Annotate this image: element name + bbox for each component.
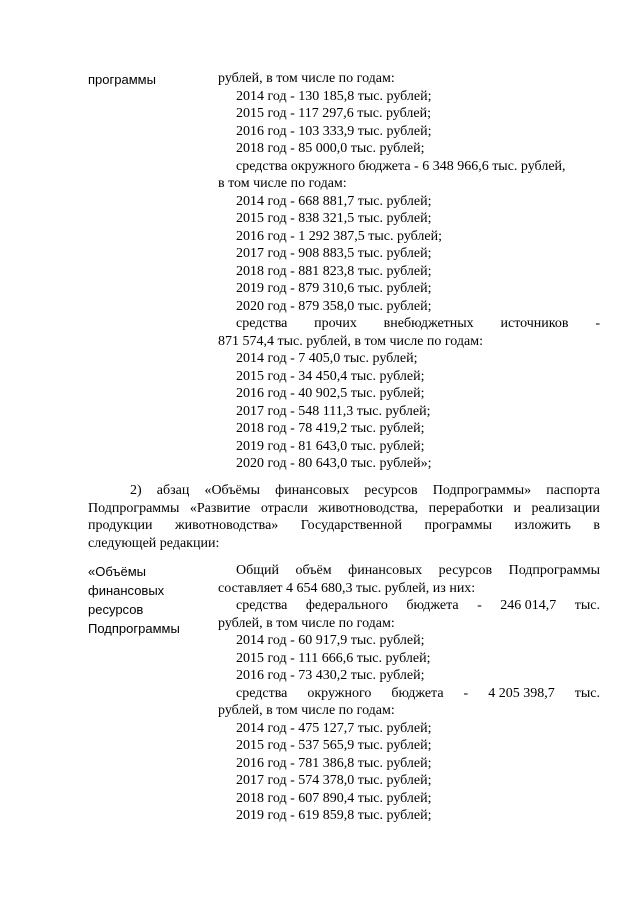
year-line: 2019 год - 879 310,6 тыс. рублей; [236, 281, 432, 296]
year-line: 2017 год - 574 378,0 тыс. рублей; [236, 773, 432, 788]
paragraph-line [88, 500, 600, 518]
word: финансовых [348, 563, 423, 578]
year-line: 2014 год - 668 881,7 тыс. рублей; [236, 193, 432, 209]
text-line: рублей, в том числе по годам: [218, 71, 395, 86]
section-2-body [218, 562, 600, 825]
word: бюджета [406, 598, 459, 613]
total-line [218, 562, 600, 580]
word: переработки [428, 500, 504, 516]
word: бюджета [391, 685, 444, 701]
word: отрасли [260, 500, 308, 516]
label-line: ресурсов [88, 602, 144, 617]
word: Подпрограммы [508, 563, 600, 578]
okrug-budget-line [218, 685, 600, 703]
word: программы [424, 518, 493, 533]
word: «Развитие [189, 500, 251, 516]
word: ресурсов [364, 483, 418, 498]
year-line: 2015 год - 537 565,9 тыс. рублей; [236, 738, 432, 753]
word: прочих [314, 316, 357, 331]
federal-budget-line [218, 597, 600, 615]
word: - [595, 316, 600, 331]
year-line: 2018 год - 78 419,2 тыс. рублей; [236, 421, 425, 436]
year-line: 2020 год - 879 358,0 тыс. рублей; [236, 298, 432, 314]
year-line: 2016 год - 781 386,8 тыс. рублей; [236, 755, 432, 771]
word: объём [295, 563, 332, 578]
year-line: 2018 год - 881 823,8 тыс. рублей; [236, 263, 432, 279]
year-line: 2014 год - 130 185,8 тыс. рублей; [236, 88, 432, 104]
year-line: 2016 год - 1 292 387,5 тыс. рублей; [236, 228, 443, 244]
word: паспорта [546, 483, 600, 498]
word: источников [500, 316, 569, 331]
year-line: 2014 год - 475 127,7 тыс. рублей; [236, 720, 432, 736]
year-line: 2019 год - 619 859,8 тыс. рублей; [236, 808, 432, 823]
other-sources-line [218, 315, 600, 333]
year-line: 2015 год - 111 666,6 тыс. рублей; [236, 650, 431, 666]
year-line: 2015 год - 117 297,6 тыс. рублей; [236, 106, 431, 121]
year-line: 2020 год - 80 643,0 тыс. рублей»; [236, 456, 432, 471]
word: - [463, 685, 469, 701]
year-line: 2018 год - 85 000,0 тыс. рублей; [236, 141, 425, 156]
text-line: рублей, в том числе по годам: [218, 615, 395, 631]
word: средства [236, 598, 288, 613]
word: окружного [307, 685, 372, 701]
label-line: Подпрограммы [88, 621, 180, 636]
word: внебюджетных [383, 316, 474, 331]
section-2-label [88, 562, 213, 638]
word: 4 205 398,7 [488, 685, 555, 701]
word: - [477, 598, 482, 613]
text-line: составляет 4 654 680,3 тыс. рублей, из них: [218, 580, 476, 596]
year-line: 2014 год - 60 917,9 тыс. рублей; [236, 633, 425, 648]
paragraph-line [88, 517, 600, 535]
word: 2) [130, 483, 142, 498]
word: в [593, 518, 600, 533]
word: и [513, 500, 522, 516]
word: тыс. [574, 685, 600, 701]
label-line: «Объёмы [88, 564, 146, 579]
budget-line: средства окружного бюджета - 6 348 966,6 тыс. рублей, [236, 158, 566, 174]
paragraph-line [88, 482, 600, 500]
word: тыс. [574, 598, 600, 613]
text-line: в том числе по годам: [218, 176, 347, 191]
word: финансовых [275, 483, 350, 498]
word: средства [236, 316, 288, 331]
word: следующей редакции: [88, 535, 220, 551]
year-line: 2016 год - 103 333,9 тыс. рублей; [236, 123, 432, 139]
label-line: финансовых [88, 583, 165, 598]
year-line: 2017 год - 908 883,5 тыс. рублей; [236, 246, 432, 261]
year-line: 2016 год - 40 902,5 тыс. рублей; [236, 386, 425, 401]
text-line: рублей, в том числе по годам: [218, 703, 395, 718]
word: средства [236, 685, 288, 701]
year-line: 2018 год - 607 890,4 тыс. рублей; [236, 790, 432, 806]
word: «Объёмы [204, 483, 261, 498]
word: животноводства» [174, 518, 279, 533]
amendment-paragraph [88, 482, 600, 552]
word: Подпрограммы» [432, 483, 532, 498]
word: реализации [531, 500, 600, 516]
year-line: 2017 год - 548 111,3 тыс. рублей; [236, 403, 431, 419]
word: 246 014,7 [500, 598, 557, 613]
text-line: 871 574,4 тыс. рублей, в том числе по годам: [218, 333, 483, 349]
word: Общий [236, 563, 279, 578]
year-line: 2016 год - 73 430,2 тыс. рублей; [236, 668, 425, 683]
word: абзац [156, 483, 190, 498]
year-line: 2015 год - 838 321,5 тыс. рублей; [236, 211, 432, 226]
word: продукции [88, 518, 153, 533]
section-1-label: программы [88, 72, 156, 87]
word: Подпрограммы [88, 500, 180, 516]
word: ресурсов [438, 563, 493, 578]
paragraph-line [88, 535, 600, 553]
word: Государственной [300, 518, 402, 533]
word: животноводства, [318, 500, 419, 516]
section-1-body [218, 70, 600, 473]
year-line: 2015 год - 34 450,4 тыс. рублей; [236, 368, 425, 384]
year-line: 2019 год - 81 643,0 тыс. рублей; [236, 438, 425, 454]
year-line: 2014 год - 7 405,0 тыс. рублей; [236, 351, 418, 366]
word: федерального [305, 598, 388, 613]
word: изложить [514, 518, 571, 533]
